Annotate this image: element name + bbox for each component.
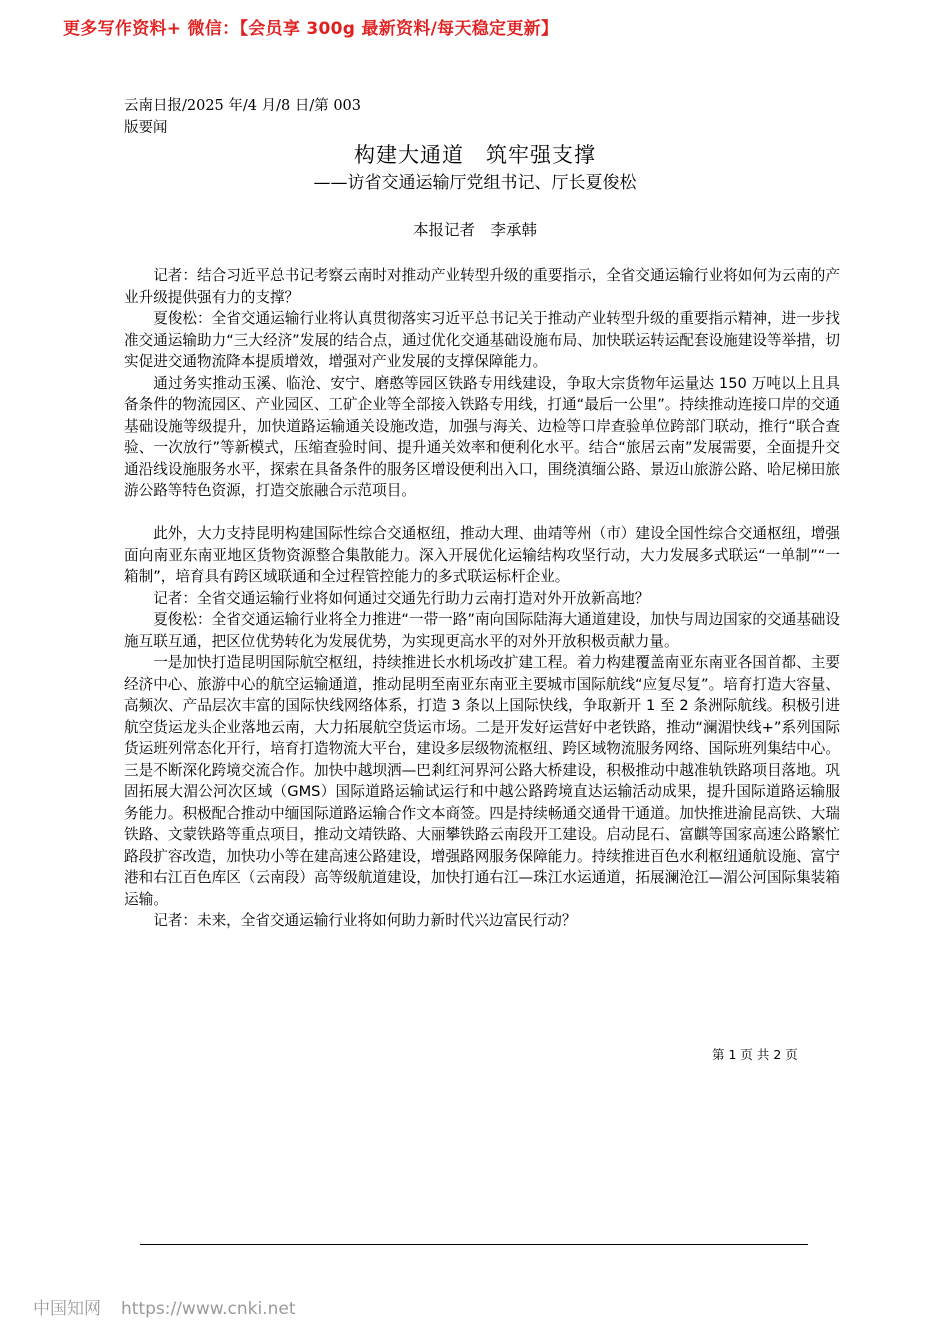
paragraph: 一是加快打造昆明国际航空枢纽，持续推进长水机场改扩建工程。着力构建覆盖南亚东南亚各国首都、主要经济中心、旅游中心的航空运输通道，推动昆明至南亚东南亚主要城市国际航线“应复尽复”。培育打造大容量、高频次、产品层次丰富的国际快线网络体系，打造 3 条以上国际快线，争取新开 1 至 2 条洲际航线。积极引进航空货运龙头企业落地云南，大力拓展航空货运市场。二是开发好运营好中老铁路，推动“澜湄快线+”系列国际货运班列常态化开行，培育打造物流大平台，建设多层级物流枢纽、跨区域物流服务网络、国际班列集结中心。三是不断深化跨境交流合作。加快中越坝洒—巴剎红河界河公路大桥建设，积极推动中越准轨铁路项目落地。巩固拓展大湄公河次区域（GMS）国际道路运输试运行和中越公路跨境直达运输活动成果，提升国际道路运输服务能力。积极配合推动中缅国际道路运输合作文本商签。四是持续畅通交通骨干通道。加快推进渝昆高铁、大瑞铁路、文蒙铁路等重点项目，推动文靖铁路、大丽攀铁路云南段开工建设。启动昆石、富麒等国家高速公路繁忙路段扩容改造，加快功小等在建高速公路建设，增强路网服务保障能力。持续推进百色水利枢纽通航设施、富宁港和右江百色库区（云南段）高等级航道建设，加快打通右江—珠江水运通道，拓展澜沧江—湄公河国际集装箱运输。 [124,654,840,908]
source-line-1: 云南日报/2025 年/4 月/8 日/第 003 [124,98,362,114]
paragraph: 此外，大力支持昆明构建国际性综合交通枢纽，推动大理、曲靖等州（市）建设全国性综合交通枢纽，增强面向南亚东南亚地区货物资源整合集散能力。深入开展优化运输结构攻坚行动，大力发展多式联运“一单制”“一箱制”，培育具有跨区域联通和全过程管控能力的多式联运标杆企业。 [124,525,840,585]
paragraph: 通过务实推动玉溪、临沧、安宁、磨憨等园区铁路专用线建设，争取大宗货物年运量达 150 万吨以上且具备条件的物流园区、产业园区、工矿企业等全部接入铁路专用线，打通“最后一公里”。持续推动连接口岸的交通基础设施等级提升，加快道路运输通关设施改造，加强与海关、边检等口岸查验单位跨部门联动，推行“联合查验、一次放行”等新模式，压缩查验时间、提升通关效率和便利化水平。结合“旅居云南”发展需要，全面提升交通沿线设施服务水平，探索在具备条件的服务区增设便利出入口，围绕滇缅公路、景迈山旅游公路、哈尼梯田旅游公路等特色资源，打造交旅融合示范项目。 [124,374,840,499]
footer-divider [140,1244,808,1245]
paragraph-question-1: 记者：结合习近平总书记考察云南时对推动产业转型升级的重要指示，全省交通运输行业将如何为云南的产业升级提供强有力的支撑？ [124,267,840,306]
promo-banner: 更多写作资料+ 微信：【会员享 300g 最新资料/每天稳定更新】 [63,19,559,39]
article-body [124,265,840,932]
paragraph-answer-2: 夏俊松：全省交通运输行业将全力推进“一带一路”南向国际陆海大通道建设，加快与周边国家的交通基础设施互联互通，把区位优势转化为发展优势，为实现更高水平的对外开放积极贡献力量。 [124,611,840,650]
article-title: 构建大通道 筑牢强支撑 [354,143,596,167]
page-number: 第 1 页 共 2 页 [712,1047,798,1062]
footer-watermark [33,1294,315,1319]
article-byline: 本报记者 李承韩 [412,221,537,239]
paragraph-question-2: 记者：全省交通运输行业将如何通过交通先行助力云南打造对外开放新高地？ [153,589,650,607]
footer-site-url[interactable]: https://www.cnki.net [121,1299,296,1319]
paragraph-answer-1: 夏俊松：全省交通运输行业将认真贯彻落实习近平总书记关于推动产业转型升级的重要指示精神，进一步找准交通运输助力“三大经济”发展的结合点，通过优化交通基础设施布局、加快联运转运配套设施建设等举措，切实促进交通物流降本提质增效，增强对产业发展的支撑保障能力。 [124,310,840,370]
footer-site-name: 中国知网 [33,1299,101,1319]
source-line-2: 版要闻 [124,120,168,136]
paragraph-gap [124,502,840,524]
source-info [124,95,361,139]
paragraph-question-3: 记者：未来，全省交通运输行业将如何助力新时代兴边富民行动？ [153,912,577,929]
article-subtitle: ——访省交通运输厅党组书记、厅长夏俊松 [313,173,637,193]
